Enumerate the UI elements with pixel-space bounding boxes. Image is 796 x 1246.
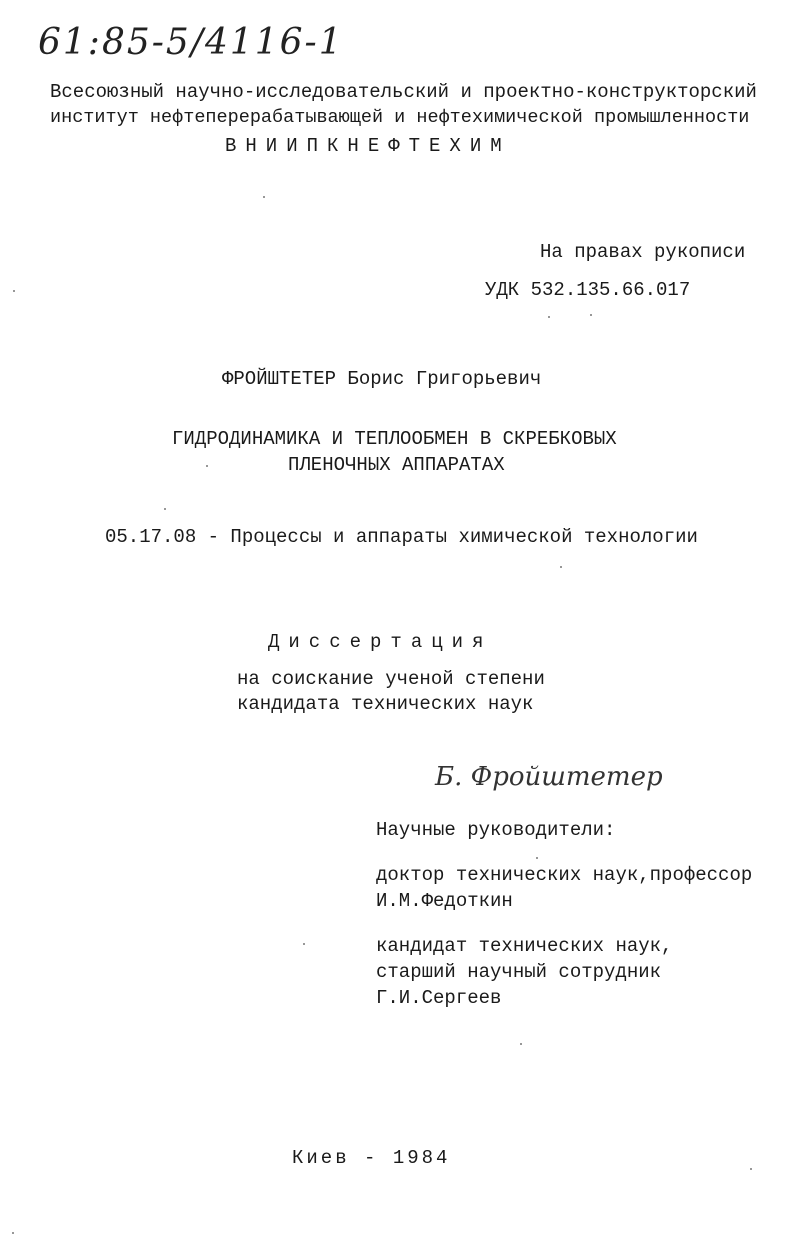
scan-speck: [590, 314, 592, 316]
scan-speck: [303, 943, 305, 945]
scan-speck: [548, 316, 550, 318]
title-line-1: ГИДРОДИНАМИКА И ТЕПЛООБМЕН В СКРЕБКОВЫХ: [172, 428, 617, 450]
author-name: ФРОЙШТЕТЕР Борис Григорьевич: [222, 368, 542, 390]
supervisors-heading: Научные руководители:: [376, 819, 616, 841]
scan-speck: [13, 290, 15, 292]
scan-speck: [560, 566, 562, 568]
supervisor-2-name: Г.И.Сергеев: [376, 987, 502, 1009]
specialty: 05.17.08 - Процессы и аппараты химической технологии: [105, 526, 698, 548]
title-line-2: ПЛЕНОЧНЫХ АППАРАТАХ: [288, 454, 505, 476]
institute-abbrev: ВНИИПКНЕФТЕХИМ: [225, 135, 511, 157]
supervisor-1-degree: доктор технических наук,профессор: [376, 864, 753, 886]
author-signature: Б. Фройштетер: [435, 762, 663, 792]
scan-speck: [206, 465, 208, 467]
dissertation-heading: Диссертация: [268, 631, 493, 653]
institute-line-1: Всесоюзный научно-исследовательский и проектно-конструкторский: [50, 81, 757, 103]
scan-speck: [263, 196, 265, 198]
institute-line-2: институт нефтеперерабатывающей и нефтехимической промышленности: [50, 107, 750, 128]
scan-speck: [164, 508, 166, 510]
dissertation-line-2: кандидата технических наук: [237, 693, 534, 715]
scan-speck: [520, 1043, 522, 1045]
place-year: Киев - 1984: [292, 1147, 451, 1169]
supervisor-1-name: И.М.Федоткин: [376, 890, 513, 912]
supervisor-2-degree: кандидат технических наук,: [376, 935, 673, 957]
dissertation-line-1: на соискание ученой степени: [237, 668, 545, 690]
scan-speck: [536, 857, 538, 859]
archive-number: 61:85-5/4116-1: [38, 22, 344, 63]
supervisor-2-position: старший научный сотрудник: [376, 961, 662, 983]
rights-label: На правах рукописи: [540, 241, 746, 263]
scan-speck: [750, 1168, 752, 1170]
scan-speck: [12, 1232, 14, 1234]
udc-code: УДК 532.135.66.017: [485, 279, 691, 301]
